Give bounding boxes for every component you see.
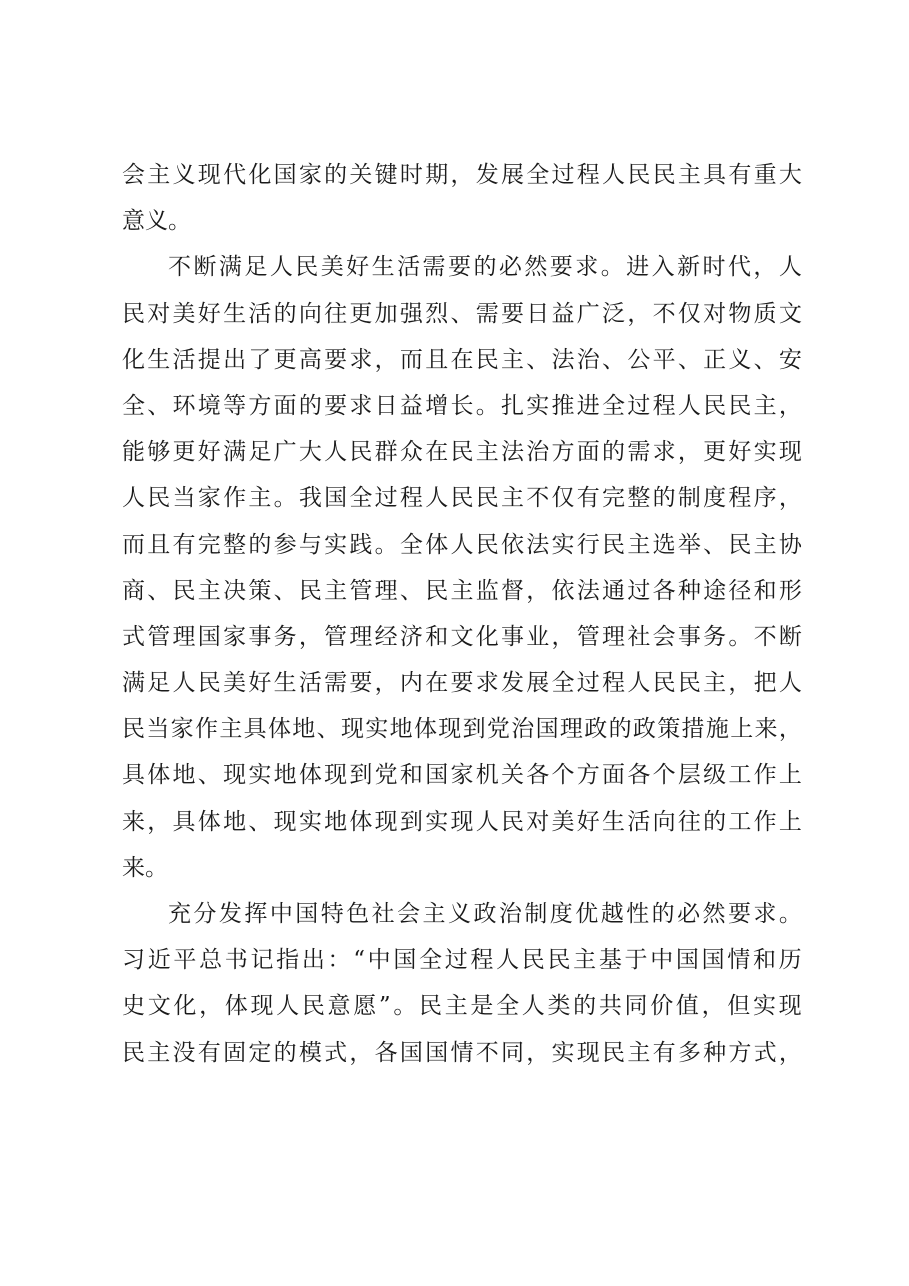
text-line: 人 民 当 家 作 主 。 我 国 全 过 程 人 民 民 主 不 仅 有 完 整 的 制 度 程 序 ， (122, 485, 802, 512)
text-line: 不 断 满 足 人 民 美 好 生 活 需 要 的 必 然 要 求 。 进 入 新 时 代 ， 人 (168, 254, 802, 281)
text-line: 具 体 地 、 现 实 地 体 现 到 党 和 国 家 机 关 各 个 方 面 各 个 层 级 工 作 上 (122, 762, 802, 789)
text-line: 能 够 更 好 满 足 广 大 人 民 群 众 在 民 主 法 治 方 面 的 需 求 ， 更 好 实 现 (122, 439, 802, 466)
text-line: 化 生 活 提 出 了 更 高 要 求 ， 而 且 在 民 主 、 法 治 、 公 平 、 正 义 、 安 (122, 346, 802, 373)
text-line: 民 当 家 作 主 具 体 地 、 现 实 地 体 现 到 党 治 国 理 政 的 政 策 措 施 上 来 ， (122, 716, 802, 743)
text-line: 而 且 有 完 整 的 参 与 实 践 。 全 体 人 民 依 法 实 行 民 主 选 举 、 民 主 协 (122, 531, 802, 558)
text-line: 意 义 。 (122, 208, 191, 235)
text-line: 满 足 人 民 美 好 生 活 需 要 ， 内 在 要 求 发 展 全 过 程 人 民 民 主 ， 把 人 (122, 670, 802, 697)
document-body (122, 152, 802, 1076)
text-line: 来 。 (122, 854, 168, 881)
text-line: 民 对 美 好 生 活 的 向 往 更 加 强 烈 、 需 要 日 益 广 泛 ， 不 仅 对 物 质 文 (122, 300, 802, 327)
text-line: 全 、 环 境 等 方 面 的 要 求 日 益 增 长 。 扎 实 推 进 全 过 程 人 民 民 主 ， (122, 392, 802, 419)
text-line: 商 、 民 主 决 策 、 民 主 管 理 、 民 主 监 督 ， 依 法 通 过 各 种 途 径 和 形 (122, 577, 802, 604)
text-line: 习 近 平 总 书 记 指 出 ： “ 中 国 全 过 程 人 民 民 主 基 于 中 国 国 情 和 历 (122, 947, 802, 974)
text-line: 民 主 没 有 固 定 的 模 式 ， 各 国 国 情 不 同 ， 实 现 民 主 有 多 种 方 式 ， (122, 1039, 802, 1066)
text-line: 充 分 发 挥 中 国 特 色 社 会 主 义 政 治 制 度 优 越 性 的 必 然 要 求 。 (168, 901, 802, 927)
text-line: 史 文 化 ， 体 现 人 民 意 愿 ” 。 民 主 是 全 人 类 的 共 同 价 值 ， 但 实 现 (122, 993, 802, 1020)
text-line: 会 主 义 现 代 化 国 家 的 关 键 时 期 ， 发 展 全 过 程 人 民 民 主 具 有 重 大 (122, 162, 802, 188)
text-line: 来 ， 具 体 地 、 现 实 地 体 现 到 实 现 人 民 对 美 好 生 活 向 往 的 工 作 上 (122, 808, 802, 835)
text-line: 式 管 理 国 家 事 务 ， 管 理 经 济 和 文 化 事 业 ， 管 理 社 会 事 务 。 不 断 (122, 623, 802, 650)
